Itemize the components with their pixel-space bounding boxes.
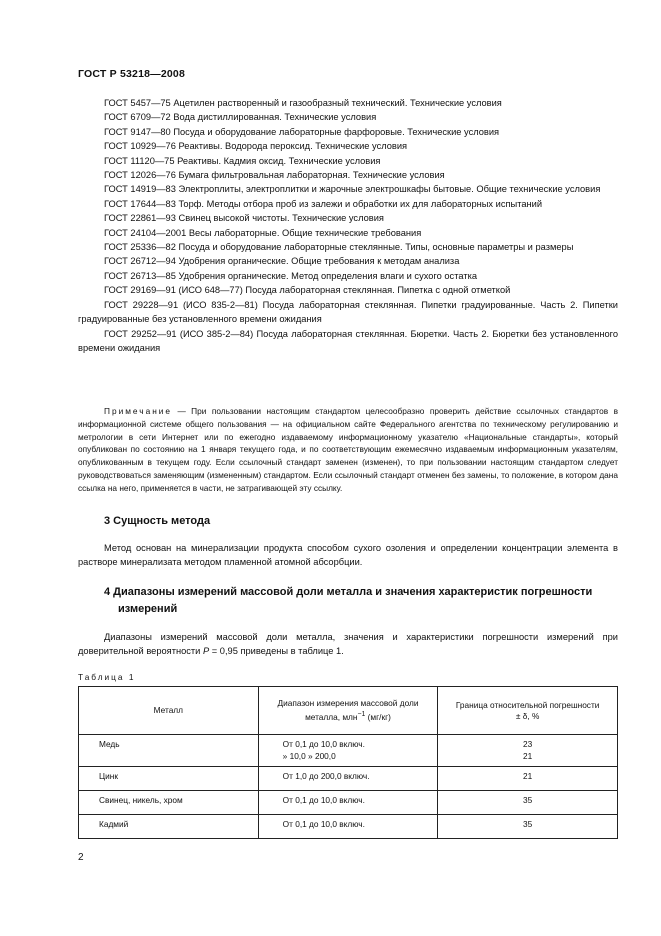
metal-name: Кадмий: [99, 819, 129, 829]
reference-item: ГОСТ 29252—91 (ИСО 385-2—84) Посуда лабораторная стеклянная. Бюретки. Часть 2. Бюретки без установленного времени ожидания: [78, 328, 618, 353]
reference-item: ГОСТ 11120—75 Реактивы. Кадмия оксид. Технические условия: [104, 155, 381, 166]
range-cell: [258, 815, 438, 839]
error-cell: [438, 791, 618, 815]
note-paragraph: [78, 405, 618, 495]
header-range: [258, 687, 438, 735]
header-range-sup: −1: [357, 711, 366, 719]
normative-references-list: [78, 96, 618, 355]
header-error-line2: ± δ, %: [515, 710, 540, 721]
table-row: [79, 815, 618, 839]
reference-item: ГОСТ 12026—76 Бумага фильтровальная лабораторная. Технические условия: [104, 170, 445, 181]
error-value: 35: [523, 819, 533, 829]
range-value: » 10,0 » 200,0: [282, 750, 336, 761]
reference-item: ГОСТ 5457—75 Ацетилен растворенный и газообразный технический. Технические условия: [104, 98, 502, 108]
section-3-text: Метод основан на минерализации продукта способом сухого озоления и определении концентрации элемента в растворе минерализата методом пламенной атомной абсорбции.: [78, 543, 618, 568]
metal-name: Цинк: [99, 771, 118, 781]
section-4-heading: 4 Диапазоны измерений массовой доли металла и значения характеристик погрешности измерений: [104, 586, 593, 615]
range-value: От 0,1 до 10,0 включ.: [282, 795, 365, 805]
reference-item: ГОСТ 26713—85 Удобрения органические. Метод определения влаги и сухого остатка: [104, 270, 478, 281]
document-header: ГОСТ Р 53218—2008: [78, 68, 186, 80]
header-range-unit: (мг/кг): [365, 711, 391, 722]
metal-name: Свинец, никель, хром: [99, 795, 183, 805]
note-label: Примечание: [104, 406, 173, 416]
reference-item: ГОСТ 29228—91 (ИСО 835-2—81) Посуда лабораторная стеклянная. Пипетки градуированные. Часть 2. Пипетки градуированные без установленного времени ожидания: [78, 299, 618, 325]
reference-item: ГОСТ 14919—83 Электроплиты, электроплитки и жарочные электрошкафы бытовые. Общие технические условия: [104, 184, 601, 195]
error-value: 21: [523, 771, 533, 781]
header-range-line2: металла, млн: [305, 711, 358, 722]
metal-cell: [79, 767, 259, 791]
table-row: [79, 735, 618, 767]
measurement-ranges-table: [78, 686, 618, 839]
range-cell: [258, 735, 438, 767]
header-error: [438, 687, 618, 735]
error-value: 35: [523, 795, 533, 805]
reference-item: ГОСТ 29169—91 (ИСО 648—77) Посуда лабораторная стеклянная. Пипетка с одной отметкой: [104, 285, 511, 296]
reference-item: ГОСТ 24104—2001 Весы лабораторные. Общие технические требования: [104, 227, 422, 238]
error-cell: [438, 815, 618, 839]
reference-item: ГОСТ 17644—83 Торф. Методы отбора проб из залежи и обработки их для лабораторных испытаний: [104, 198, 543, 209]
error-cell: [438, 735, 618, 767]
range-cell: [258, 791, 438, 815]
header-error-line1: Граница относительной погрешности: [455, 699, 600, 710]
table-header-row: [79, 687, 618, 735]
range-cell: [258, 767, 438, 791]
section-4-text: [78, 630, 618, 659]
reference-item: ГОСТ 22861—93 Свинец высокой чистоты. Технические условия: [104, 213, 384, 224]
section-3-heading: 3 Сущность метода: [104, 515, 211, 527]
table-row: [79, 791, 618, 815]
error-value: 23: [523, 739, 533, 749]
header-metal: [79, 687, 259, 735]
table-caption: Таблица 1: [78, 672, 136, 682]
probability-symbol: P: [202, 646, 210, 657]
reference-item: ГОСТ 9147—80 Посуда и оборудование лабораторные фарфоровые. Технические условия: [104, 126, 500, 137]
metal-name: Медь: [99, 739, 120, 749]
table-row: [79, 767, 618, 791]
range-value: От 1,0 до 200,0 включ.: [282, 771, 370, 781]
reference-item: ГОСТ 26712—94 Удобрения органические. Общие требования к методам анализа: [104, 256, 460, 267]
reference-item: ГОСТ 25336—82 Посуда и оборудование лабораторные стеклянные. Типы, основные параметры и размеры: [104, 242, 574, 253]
note-text: — При пользовании настоящим стандартом целесообразно проверить действие ссылочных стандартов в информационной системе общего пользования — на официальном сайте Федерального агентства по техническому регулированию и метрологии в сети Интернет или по ежегодно издаваемому информационному указателю «Национальные стандарты», который опубликован по состоянию на 1 января текущего года, и по соответствующим ежемесячно издаваемым информационным указателям, опубликованным в текущем году. Если ссылочный стандарт заменен (изменен), то при пользовании настоящим стандартом следует руководствоваться заменяющим (измененным) стандартом. Если ссылочный стандарт отменен без замены, то положение, в котором дана ссылка на него, применяется в части, не затрагивающей эту ссылку.: [78, 406, 618, 493]
header-metal-label: Металл: [153, 705, 183, 715]
reference-item: ГОСТ 10929—76 Реактивы. Водорода пероксид. Технические условия: [104, 141, 408, 152]
header-range-line1: Диапазон измерения массовой доли: [277, 698, 419, 709]
metal-cell: [79, 791, 259, 815]
section-4-text-after: = 0,95 приведены в таблице 1.: [209, 646, 344, 657]
metal-cell: [79, 815, 259, 839]
section-4-text-before: Диапазоны измерений массовой доли металла, значения и характеристики погрешности измерений при доверительной вероятности: [78, 632, 618, 657]
range-value: От 0,1 до 10,0 включ.: [282, 819, 365, 829]
error-cell: [438, 767, 618, 791]
reference-item: ГОСТ 6709—72 Вода дистиллированная. Технические условия: [104, 112, 377, 123]
error-value: 21: [523, 750, 533, 761]
range-value: От 0,1 до 10,0 включ.: [282, 739, 365, 749]
page-number: 2: [78, 852, 84, 863]
metal-cell: [79, 735, 259, 767]
